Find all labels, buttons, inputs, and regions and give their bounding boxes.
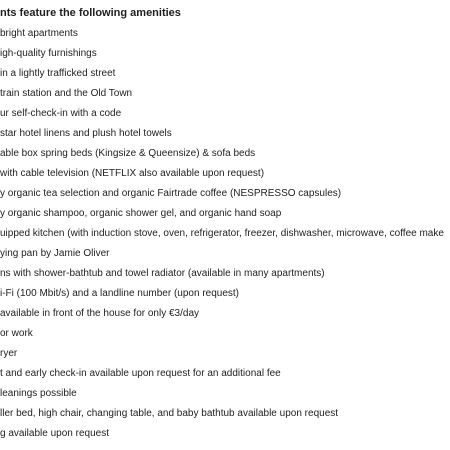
list-item: ryer [0,348,18,359]
list-item: leanings possible [0,388,77,399]
list-item: i-Fi (100 Mbit/s) and a landline number (upon request) [0,288,240,299]
list-item: train station and the Old Town [0,88,133,99]
list-item: bright apartments [0,28,78,39]
list-item: with cable television (NETFLIX also available upon request) [0,168,265,179]
list-item: star hotel linens and plush hotel towels [0,128,172,139]
list-item: ur self-check-in with a code [0,108,122,119]
list-item: uipped kitchen (with induction stove, oven, refrigerator, freezer, dishwasher, microwave, coffee make [0,228,444,239]
list-item: igh-quality furnishings [0,48,97,59]
list-item: g available upon request [0,428,109,439]
list-item: y organic shampoo, organic shower gel, and organic hand soap [0,208,282,219]
list-item: in a lightly trafficked street [0,68,116,79]
list-item: ns with shower-bathtub and towel radiator (available in many apartments) [0,268,325,279]
list-item: or work [0,328,33,339]
list-item: able box spring beds (Kingsize & Queensize) & sofa beds [0,148,256,159]
list-item: ying pan by Jamie Oliver [0,248,110,259]
list-item: available in front of the house for only €3/day [0,308,200,319]
amenities-heading: nts feature the following amenities [0,7,181,19]
list-item: t and early check-in available upon request for an additional fee [0,368,281,379]
list-item: ller bed, high chair, changing table, and baby bathtub available upon request [0,408,339,419]
list-item: y organic tea selection and organic Fairtrade coffee (NESPRESSO capsules) [0,188,342,199]
amenities-list [0,24,444,444]
